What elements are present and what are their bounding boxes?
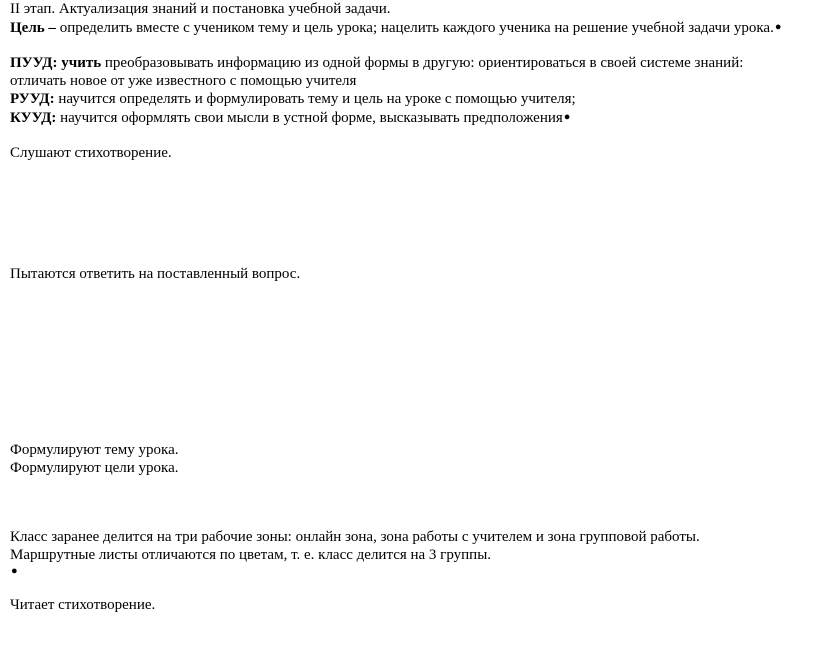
stage-title: II этап. Актуализация знаний и постановка учебной задачи. (10, 1, 391, 17)
goal-text: определить вместе с учеником тему и цель урока; нацелить каждого ученика на решение учебной задачи урока. (55, 20, 774, 36)
activity-zones: Класс заранее делится на три рабочие зоны: онлайн зона, зона работы с учителем и зона групповой работы. (10, 529, 700, 545)
ruud-line (10, 90, 576, 108)
activity-topic: Формулируют тему урока. (10, 442, 179, 458)
bullet-marker: ● (11, 565, 18, 577)
activity-answer: Пытаются ответить на поставленный вопрос. (10, 266, 301, 282)
activity-route-sheets: Маршрутные листы отличаются по цветам, т. е. класс делится на 3 группы. (10, 547, 492, 563)
bullet-marker-standalone (10, 562, 18, 581)
puud-line (10, 54, 743, 72)
goal-line (10, 18, 781, 37)
kuud-label: КУУД: (10, 110, 57, 126)
activity-listen: Слушают стихотворение. (10, 145, 172, 161)
activity-goals: Формулируют цели урока. (10, 460, 179, 476)
ruud-text: научится определять и формулировать тему и цель на уроке с помощью учителя; (54, 91, 576, 107)
bullet-marker: ● (774, 21, 782, 33)
puud-line-2: отличать новое от уже известного с помощью учителя (10, 73, 357, 89)
activity-reads-poem: Читает стихотворение. (10, 597, 156, 613)
puud-text: преобразовывать информацию из одной формы в другую: ориентироваться в своей системе знаний: (101, 55, 744, 71)
puud-label: ПУУД: учить (10, 55, 102, 71)
ruud-label: РУУД: (10, 91, 55, 107)
kuud-line (10, 108, 570, 127)
bullet-marker: ● (563, 111, 571, 123)
goal-label: Цель – (10, 20, 56, 36)
kuud-text: научится оформлять свои мысли в устной форме, высказывать предположения (56, 110, 563, 126)
